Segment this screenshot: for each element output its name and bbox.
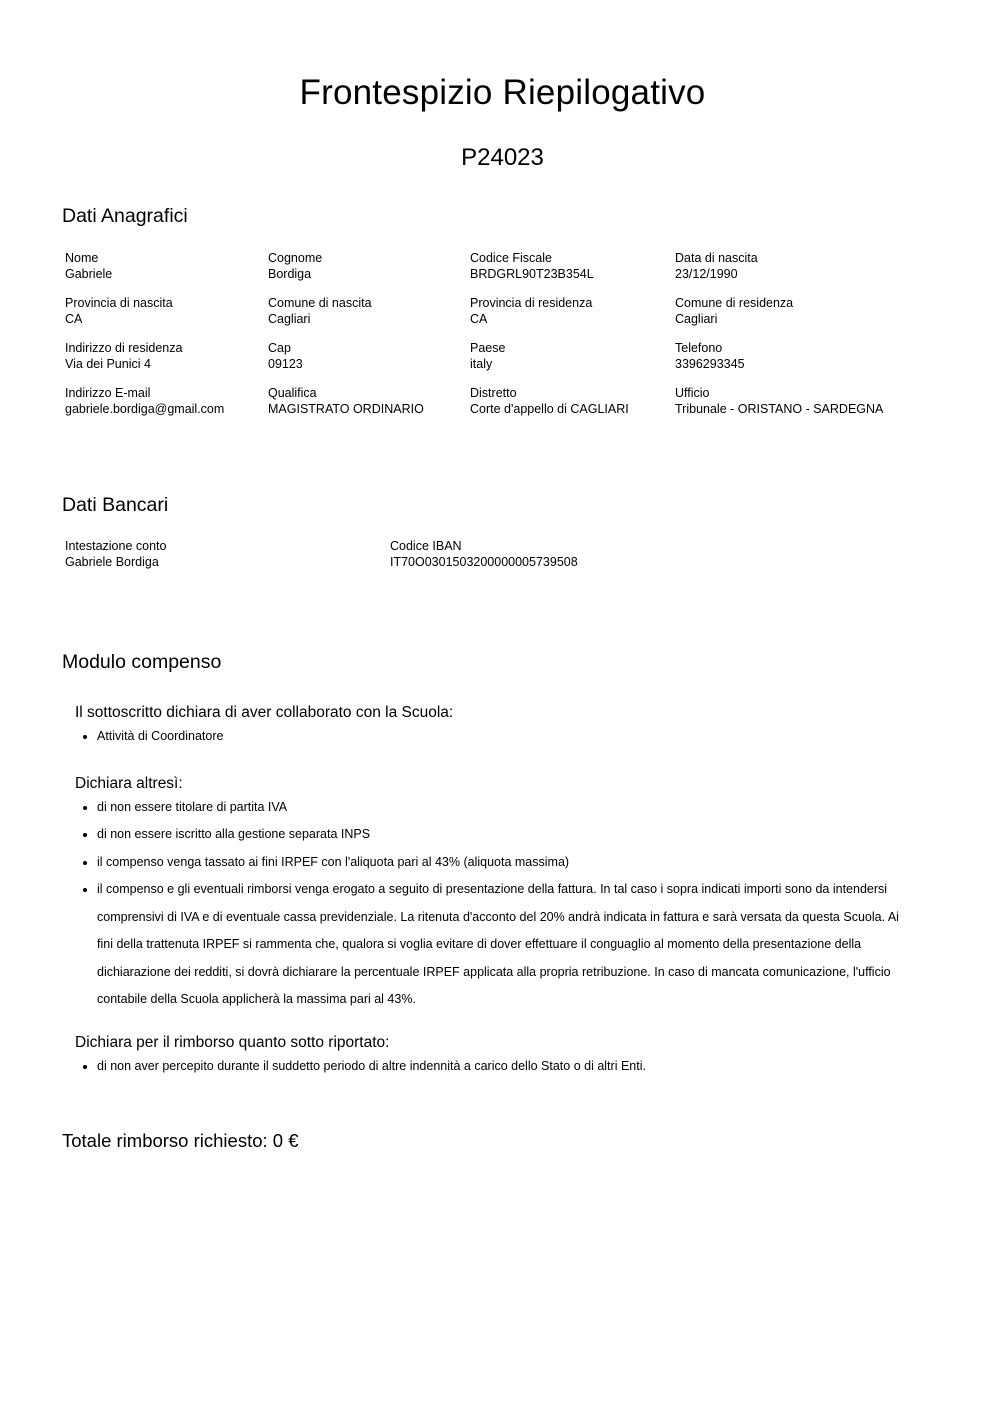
field-value: BRDGRL90T23B354L xyxy=(470,267,594,281)
anagrafici-field xyxy=(65,295,268,327)
rimborso-list-item: • di non aver percepito durante il suddetto periodo di altre indennità a carico dello Stato o di altri Enti. xyxy=(97,1053,912,1081)
field-value: IT70O0301503200000005739508 xyxy=(390,555,578,569)
field-value: 3396293345 xyxy=(675,357,745,371)
anagrafici-field xyxy=(65,385,268,417)
anagrafici-field xyxy=(675,340,943,372)
anagrafici-field xyxy=(470,250,675,282)
field-value: Tribunale - ORISTANO - SARDEGNA xyxy=(675,402,884,416)
field-label: Comune di nascita xyxy=(268,296,372,310)
total-refund-line: Totale rimborso richiesto: 0 € xyxy=(62,1130,299,1151)
field-value: Corte d'appello di CAGLIARI xyxy=(470,402,629,416)
anagrafici-field xyxy=(65,250,268,282)
anagrafici-field xyxy=(470,295,675,327)
dichiarazione-list-item: • di non essere iscritto alla gestione separata INPS xyxy=(97,821,912,849)
field-value: italy xyxy=(470,357,493,371)
field-value: Gabriele xyxy=(65,267,113,281)
anagrafici-field xyxy=(470,340,675,372)
anagrafici-field xyxy=(65,340,268,372)
field-label: Cap xyxy=(268,341,291,355)
field-label: Cognome xyxy=(268,251,323,265)
field-label: Comune di residenza xyxy=(675,296,794,310)
field-label: Indirizzo E-mail xyxy=(65,386,151,400)
compenso-body xyxy=(75,702,943,1080)
field-label: Telefono xyxy=(675,341,723,355)
field-label: Distretto xyxy=(470,386,517,400)
field-value: 09123 xyxy=(268,357,303,371)
anagrafici-field xyxy=(675,385,943,417)
field-label: Provincia di nascita xyxy=(65,296,173,310)
anagrafici-field xyxy=(268,250,470,282)
field-value: Cagliari xyxy=(268,312,311,326)
dichiarazione-list-item: • il compenso venga tassato ai fini IRPEF con l'aliquota pari al 43% (aliquota massima) xyxy=(97,849,912,877)
field-value: Cagliari xyxy=(675,312,718,326)
field-label: Intestazione conto xyxy=(65,539,167,553)
collaboration-statement: Il sottoscritto dichiara di aver collaborato con la Scuola: xyxy=(75,704,454,721)
section-heading-dati-bancari: Dati Bancari xyxy=(62,494,169,516)
page-subtitle: P24023 xyxy=(461,144,544,171)
field-label: Codice IBAN xyxy=(390,539,462,553)
rimborso-heading: Dichiara per il rimborso quanto sotto riportato: xyxy=(75,1033,390,1051)
field-label: Paese xyxy=(470,341,506,355)
section-heading-modulo-compenso: Modulo compenso xyxy=(62,651,222,673)
field-value: Bordiga xyxy=(268,267,312,281)
bancari-fields-grid xyxy=(65,538,943,583)
attivita-list xyxy=(75,723,943,751)
field-label: Indirizzo di residenza xyxy=(65,341,183,355)
dichiara-altresi-heading: Dichiara altresì: xyxy=(75,774,183,792)
rimborso-list xyxy=(75,1053,943,1081)
section-heading-dati-anagrafici: Dati Anagrafici xyxy=(62,205,188,227)
anagrafici-fields-grid xyxy=(65,250,943,430)
field-label: Data di nascita xyxy=(675,251,758,265)
field-value: Gabriele Bordiga xyxy=(65,555,159,569)
field-label: Nome xyxy=(65,251,99,265)
attivita-list-item: • Attività di Coordinatore xyxy=(97,723,912,751)
anagrafici-field xyxy=(268,385,470,417)
anagrafici-field xyxy=(268,295,470,327)
anagrafici-field xyxy=(675,250,943,282)
field-label: Qualifica xyxy=(268,386,317,400)
field-value: MAGISTRATO ORDINARIO xyxy=(268,402,424,416)
field-value: gabriele.bordiga@gmail.com xyxy=(65,402,225,416)
field-label: Provincia di residenza xyxy=(470,296,593,310)
dichiarazioni-list xyxy=(75,794,943,1014)
bancari-field xyxy=(65,538,390,570)
field-value: CA xyxy=(65,312,83,326)
field-value: CA xyxy=(470,312,488,326)
dichiarazione-list-item: • di non essere titolare di partita IVA xyxy=(97,794,912,822)
page-title: Frontespizio Riepilogativo xyxy=(299,73,706,112)
field-value: Via dei Punici 4 xyxy=(65,357,151,371)
field-value: 23/12/1990 xyxy=(675,267,738,281)
dichiarazione-list-item: • il compenso e gli eventuali rimborsi venga erogato a seguito di presentazione della fattura. In tal caso i sopra indicati importi sono da intendersi comprensivi di IVA e di eventuale cassa previdenziale. La ritenuta d'acconto del 20% andrà indicata in fattura e sarà versata da questa Scuola. Ai fini della trattenuta IRPEF si rammenta che, qualora si voglia evitare di dover effettuare il conguaglio al momento della presentazione della dichiarazione dei redditi, si dovrà dichiarare la percentuale IRPEF applicata alla propria retribuzione. In caso di mancata comunicazione, l'ufficio contabile della Scuola applicherà la massima pari al 43%. xyxy=(97,876,912,1014)
field-label: Ufficio xyxy=(675,386,710,400)
anagrafici-field xyxy=(268,340,470,372)
anagrafici-field xyxy=(470,385,675,417)
anagrafici-field xyxy=(675,295,943,327)
field-label: Codice Fiscale xyxy=(470,251,552,265)
bancari-field xyxy=(390,538,943,570)
